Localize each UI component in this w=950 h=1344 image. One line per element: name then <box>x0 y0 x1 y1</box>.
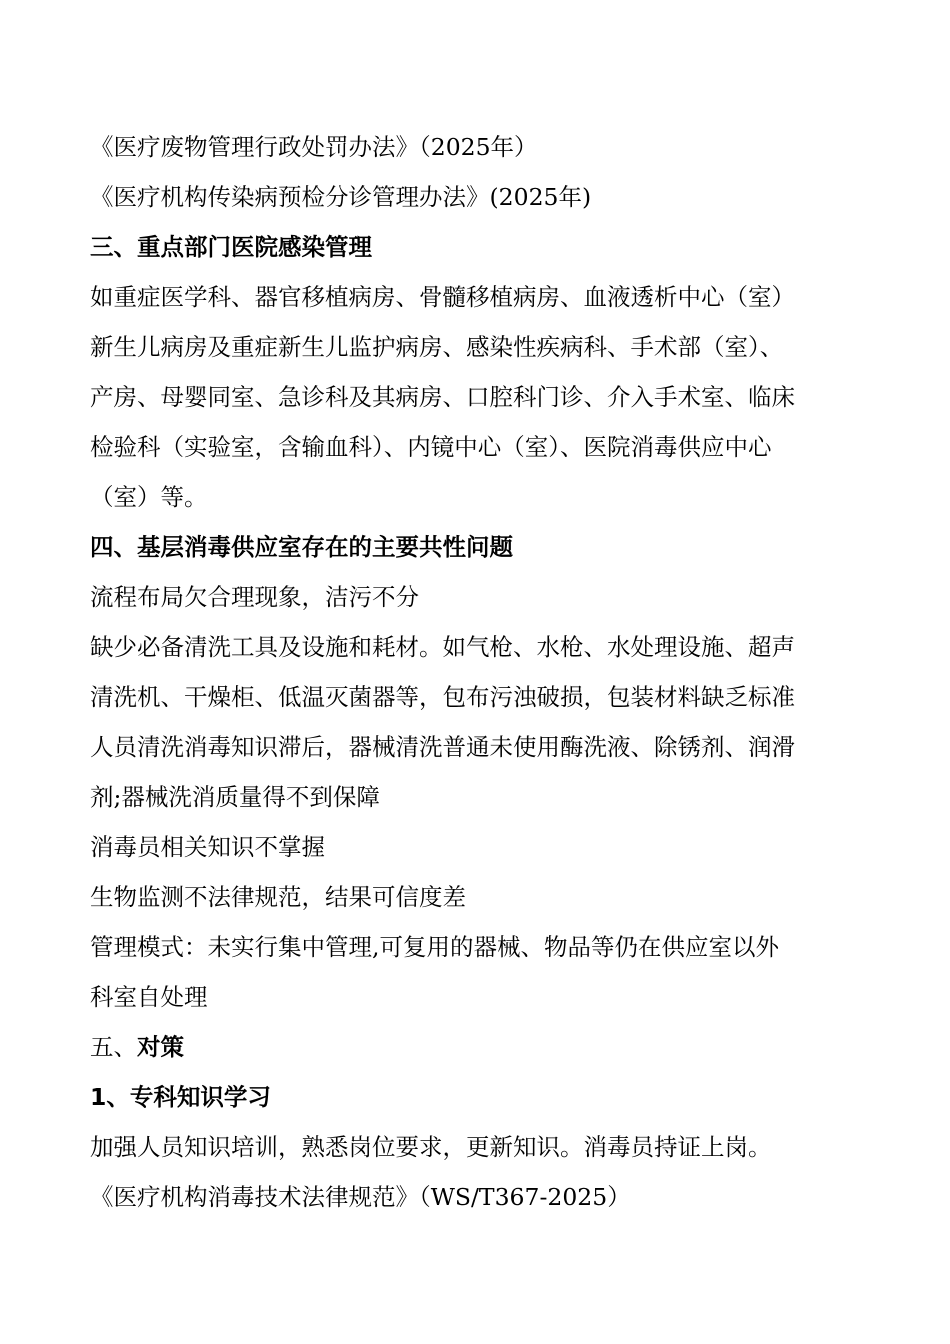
paragraph-line: （室）等。 <box>90 483 208 511</box>
subsection-heading-5-1: 1、专科知识学习 <box>90 1083 271 1111</box>
paragraph-line: 加强人员知识培训，熟悉岗位要求，更新知识。消毒员持证上岗。 <box>90 1133 772 1161</box>
regulation-line-2: 《医疗机构传染病预检分诊管理办法》(2025年) <box>90 183 592 211</box>
paragraph-line: 流程布局欠合理现象，洁污不分 <box>90 583 419 611</box>
paragraph-line: 生物监测不法律规范，结果可信度差 <box>90 883 466 911</box>
regulation-line-3: 《医疗机构消毒技术法律规范》（WS/T367-2025） <box>90 1183 631 1211</box>
paragraph-line: 人员清洗消毒知识滞后，器械清洗普通未使用酶洗液、除锈剂、润滑 <box>90 733 795 761</box>
paragraph-line: 如重症医学科、器官移植病房、骨髓移植病房、血液透析中心（室） <box>90 283 795 311</box>
paragraph-line: 科室自处理 <box>90 983 208 1011</box>
paragraph-line: 剂;器械洗消质量得不到保障 <box>90 783 380 811</box>
paragraph-line: 产房、母婴同室、急诊科及其病房、口腔科门诊、介入手术室、临床 <box>90 383 795 411</box>
section-heading-5-title: 对策 <box>137 1033 184 1061</box>
paragraph-line: 检验科（实验室，含输血科）、内镜中心（室）、医院消毒供应中心 <box>90 433 772 461</box>
section-heading-5-prefix: 五、 <box>90 1033 137 1061</box>
section-heading-5 <box>90 1022 860 1072</box>
paragraph-line: 消毒员相关知识不掌握 <box>90 833 325 861</box>
paragraph-line: 管理模式：未实行集中管理,可复用的器械、物品等仍在供应室以外 <box>90 933 779 961</box>
paragraph-line: 缺少必备清洗工具及设施和耗材。如气枪、水枪、水处理设施、超声 <box>90 633 795 661</box>
paragraph-line: 新生儿病房及重症新生儿监护病房、感染性疾病科、手术部（室）、 <box>90 333 784 361</box>
section-heading-4: 四、基层消毒供应室存在的主要共性问题 <box>90 533 513 561</box>
regulation-line-1: 《医疗废物管理行政处罚办法》（2025年） <box>90 133 538 161</box>
paragraph-line: 清洗机、干燥柜、低温灭菌器等，包布污浊破损，包装材料缺乏标准 <box>90 683 795 711</box>
document-body <box>90 122 860 1222</box>
section-heading-3: 三、重点部门医院感染管理 <box>90 233 372 261</box>
